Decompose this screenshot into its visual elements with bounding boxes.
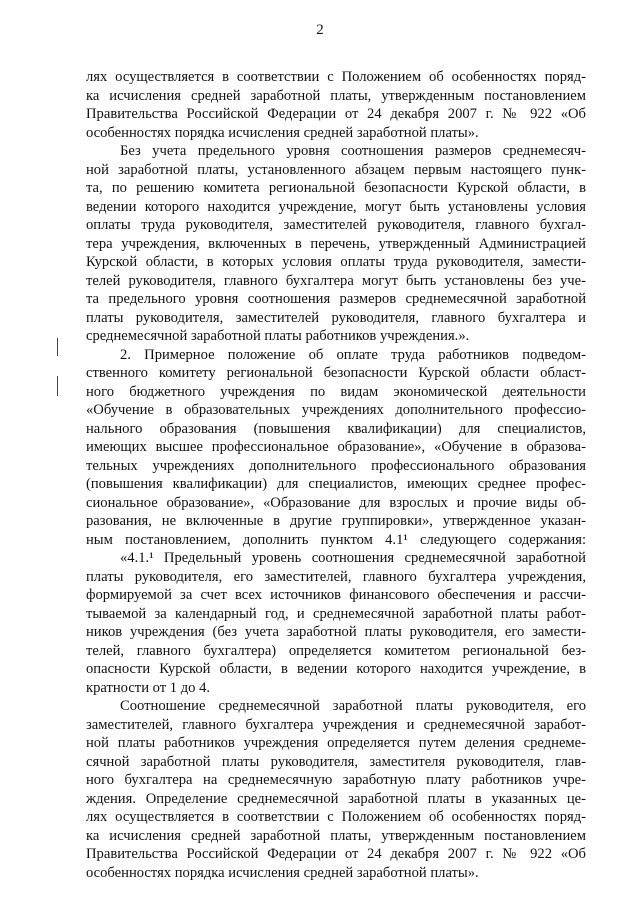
- text-line: «4.1.¹ Предельный уровень соотношения среднемесячной заработной: [120, 550, 586, 566]
- text-line: та предельного уровня соотношения размеров среднемесячной заработной: [86, 291, 586, 307]
- paragraph-continuation: [86, 68, 586, 142]
- text-line: формируемой за счет всех источников финансового обеспечения и рассчи-: [86, 587, 586, 603]
- text-line: 2. Примерное положение об оплате труда работников подведом-: [120, 346, 586, 363]
- text-line: тера учреждения, включенных в перечень, утвержденный Администрацией: [86, 235, 586, 252]
- text-line: ной платы работников учреждения определяется путем деления среднеме-: [86, 735, 586, 751]
- text-line: сиональное образование», «Образование для взрослых и прочие виды об-: [86, 494, 586, 511]
- margin-scan-mark: [57, 338, 58, 356]
- text-line: телей, главного бухгалтера) определяется комитетом региональной без-: [86, 642, 586, 659]
- paragraph-item-2: [86, 346, 586, 550]
- text-line: кратности от 1 до 4.: [86, 679, 211, 696]
- text-line: опасности Курской области, в ведении которого находится учреждение, в: [86, 661, 586, 677]
- text-line: ждения. Определение среднемесячной заработной платы в указанных це-: [86, 790, 586, 807]
- paragraph-exception: [86, 142, 586, 346]
- text-line: ка исчисления средней заработной платы, утвержденным постановлением: [86, 827, 586, 844]
- margin-scan-mark: [57, 376, 58, 396]
- text-line: ным постановлением, дополнить пунктом 4.1¹ следующего содержания:: [86, 531, 586, 548]
- text-line: ка исчисления средней заработной платы, утвержденным постановлением: [86, 87, 586, 104]
- text-line: Правительства Российской Федерации от 24 декабря 2007 г. № 922 «Об: [86, 846, 586, 862]
- text-line: разования, не включенные в другие группировки», утвержденное указан-: [86, 513, 586, 529]
- text-line: Курской области, в которых условия оплаты труда руководителя, замести-: [86, 254, 586, 270]
- text-line: ведении которого находится учреждение, могут быть установлены условия: [86, 198, 586, 215]
- document-body: [86, 68, 586, 882]
- text-line: телей руководителя, главного бухгалтера могут быть установлены без уче-: [86, 272, 586, 289]
- text-line: тельных учреждениях дополнительного профессионального образования: [86, 457, 586, 474]
- text-line: Правительства Российской Федерации от 24 декабря 2007 г. № 922 «Об: [86, 106, 586, 122]
- text-line: Соотношение среднемесячной заработной платы руководителя, его: [120, 698, 586, 714]
- text-line: (повышения квалификации) для специалистов, имеющих среднее профес-: [86, 476, 586, 492]
- text-line: «Обучение в образовательных учреждениях дополнительного профессио-: [86, 402, 586, 418]
- text-line: имеющих высшее профессиональное образование», «Обучение в образова-: [86, 439, 586, 455]
- text-line: особенностях порядка исчисления средней заработной платы».: [86, 124, 479, 141]
- text-line: ной заработной платы, установленного абзацем первым настоящего пунк-: [86, 161, 586, 178]
- text-line: ного бюджетного учреждения по видам экономической деятельности: [86, 383, 586, 400]
- paragraph-item-4-1: [86, 549, 586, 697]
- text-line: та, по решению комитета региональной безопасности Курской области, в: [86, 180, 586, 196]
- text-line: тываемой за календарный год, и среднемесячной заработной платы работ-: [86, 605, 586, 622]
- text-line: особенностях порядка исчисления средней заработной платы».: [86, 864, 479, 881]
- text-line: среднемесячной заработной платы работников учреждения.».: [86, 328, 470, 344]
- text-line: лях осуществляется в соответствии с Положением об особенностях поряд-: [86, 809, 586, 825]
- page-number: 2: [316, 22, 324, 38]
- text-line: платы руководителя, его заместителей, главного бухгалтера учреждения,: [86, 568, 586, 585]
- text-line: оплаты труда руководителя, заместителей руководителя, главного бухгал-: [86, 217, 586, 233]
- paragraph-ratio: [86, 697, 586, 882]
- text-line: платы руководителя, заместителей руководителя, главного бухгалтера и: [86, 309, 586, 326]
- text-line: ственного комитету региональной безопасности Курской области област-: [86, 365, 586, 381]
- text-line: ников учреждения (без учета заработной платы руководителя, его замести-: [86, 624, 586, 640]
- text-line: заместителей, главного бухгалтера учреждения и среднемесячной заработ-: [86, 716, 586, 733]
- text-line: ного бухгалтера на среднемесячную заработную плату работников учре-: [86, 772, 586, 788]
- text-line: лях осуществляется в соответствии с Положением об особенностях поряд-: [86, 69, 586, 85]
- text-line: сячной заработной платы руководителя, заместителя руководителя, глав-: [86, 753, 586, 770]
- text-line: Без учета предельного уровня соотношения размеров среднемесяч-: [120, 143, 586, 159]
- text-line: нального образования (повышения квалификации) для специалистов,: [86, 420, 586, 437]
